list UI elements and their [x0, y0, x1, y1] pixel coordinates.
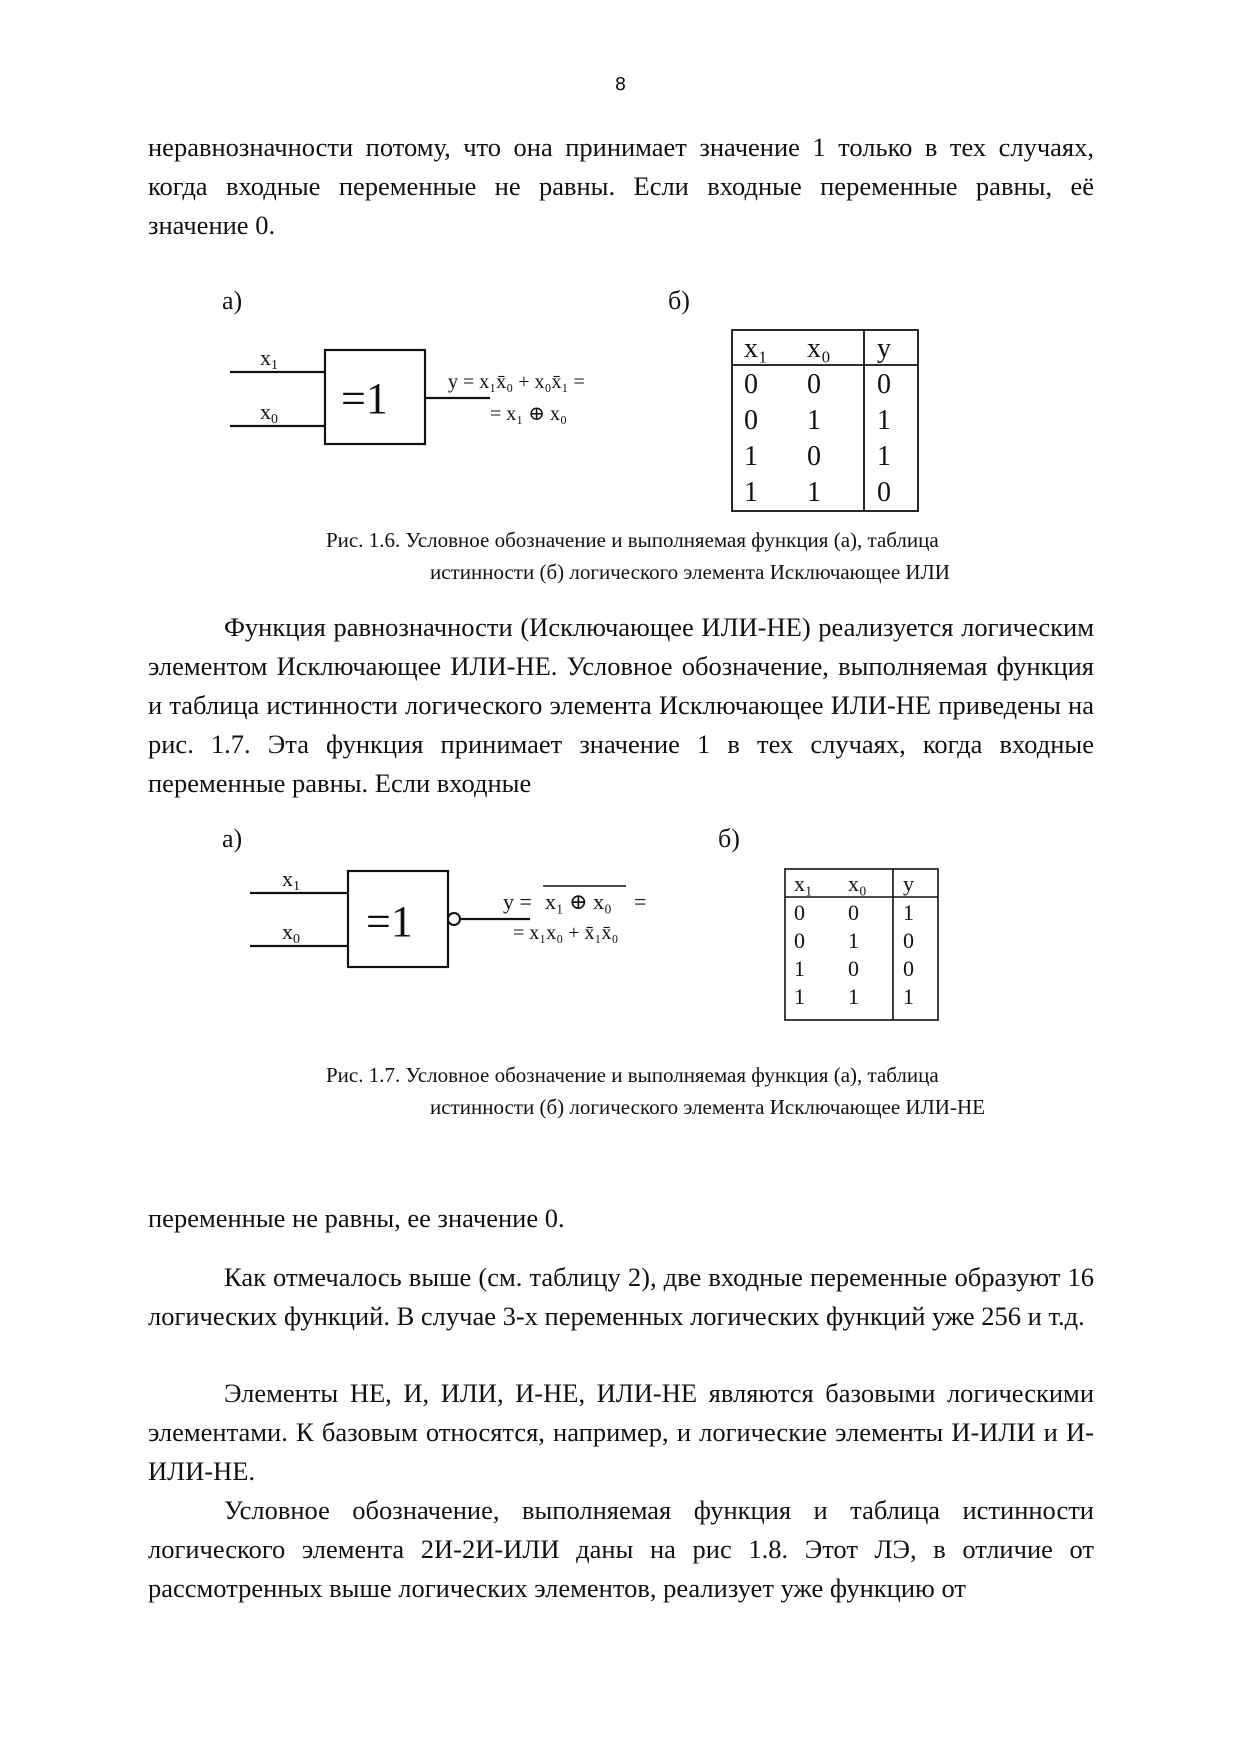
fig16-xor-gate	[230, 345, 585, 444]
fig17-table-cell: 0	[794, 900, 805, 925]
fig16-table-cell: 1	[744, 441, 758, 472]
fig17-table-header-2: y	[903, 871, 914, 896]
fig17-formula-prefix: y =	[503, 889, 532, 914]
fig16-table-cell: 0	[744, 405, 758, 436]
paragraph-6: Условное обозначение, выполняемая функция и таблица истинности логического элемента 2И-2И-ИЛИ даны на рис 1.8. Этот ЛЭ, в отличие от рассмотренных выше логических элементов, реализует уже функцию от	[148, 1495, 1094, 1603]
fig16-table-cell: 1	[877, 405, 891, 436]
fig17-label-b: б)	[718, 824, 740, 853]
fig17-inversion-bubble	[448, 913, 460, 925]
fig16-table-cell: 0	[877, 477, 891, 508]
fig16-table-cell: 1	[807, 477, 821, 508]
fig17-input-x1: x1	[282, 866, 300, 894]
fig16-gate-symbol: =1	[341, 374, 388, 423]
fig17-table-header-1: x₀	[848, 871, 867, 896]
fig16-formula-line2: = x₁ ⊕ x₀	[490, 403, 567, 425]
fig17-xnor-gate	[250, 866, 646, 967]
fig16-table-cell: 1	[807, 405, 821, 436]
fig17-table-cell: 1	[848, 984, 859, 1009]
fig17-table-cell: 1	[903, 984, 914, 1009]
paragraph-5: Элементы НЕ, И, ИЛИ, И-НЕ, ИЛИ-НЕ являются базовыми логическими элементами. К базовым относятся, например, и логические элементы И-ИЛИ и И-ИЛИ-НЕ.	[148, 1378, 1094, 1486]
fig16-label-b: б)	[668, 286, 690, 315]
paragraph-3: переменные не равны, ее значение 0.	[148, 1203, 565, 1233]
fig17-formula-suffix: =	[634, 889, 647, 914]
fig16-formula-line1: y = x₁x̄₀ + x₀x̄₁ =	[448, 371, 585, 393]
fig16-table-cell: 1	[877, 441, 891, 472]
fig17-input-x0: x0	[282, 919, 300, 947]
fig17-table-cell: 1	[903, 900, 914, 925]
fig17-table-cell: 0	[903, 928, 914, 953]
paragraph-4: Как отмечалось выше (см. таблицу 2), две входные переменные образуют 16 логических функций. В случае 3-х переменных логических функций уже 256 и т.д.	[148, 1262, 1094, 1331]
fig16-table-cell: 0	[807, 369, 821, 400]
fig17-formula-overlined: x₁ ⊕ x₀	[545, 889, 612, 914]
fig16-table-cell: 0	[877, 369, 891, 400]
fig16-label-a: а)	[222, 286, 243, 315]
fig17-table-cell: 0	[794, 928, 805, 953]
fig17-caption-line1: Рис. 1.7. Условное обозначение и выполняемая функция (а), таблица	[326, 1063, 939, 1087]
fig16-caption-line2: истинности (б) логического элемента Исключающее ИЛИ	[430, 560, 950, 584]
fig16-input-x0: x0	[260, 399, 278, 427]
fig16-caption-line1: Рис. 1.6. Условное обозначение и выполняемая функция (а), таблица	[326, 528, 939, 552]
fig17-formula-line2: = x₁x₀ + x̄₁x̄₀	[513, 922, 619, 944]
fig16-table-header-0: x₁	[744, 333, 768, 364]
fig17-caption-line2: истинности (б) логического элемента Исключающее ИЛИ-НЕ	[430, 1095, 985, 1119]
paragraph-2: Функция равнозначности (Исключающее ИЛИ-НЕ) реализуется логическим элементом Исключающее ИЛИ-НЕ. Условное обозначение, выполняемая функция и таблица истинности логического элемента Исключающее ИЛИ-НЕ приведены на рис. 1.7. Эта функция принимает значение 1 в тех случаях, когда входные переменные равны. Если входные	[148, 612, 1094, 798]
fig17-table-cell: 0	[903, 956, 914, 981]
fig17-truth-table	[785, 869, 938, 1020]
fig17-table-cell: 1	[794, 984, 805, 1009]
fig17-gate-symbol: =1	[366, 897, 413, 946]
fig16-truth-table	[732, 330, 918, 511]
paragraph-1: неравнозначности потому, что она принимает значение 1 только в тех случаях, когда входные переменные не равны. Если входные переменные равны, её значение 0.	[148, 132, 1094, 240]
fig17-table-header-0: x₁	[794, 871, 813, 896]
fig16-input-x1: x1	[260, 345, 278, 373]
fig16-table-cell: 1	[744, 477, 758, 508]
page-number: 8	[614, 74, 627, 95]
fig17-table-cell: 1	[848, 928, 859, 953]
fig16-table-header-1: x₀	[807, 333, 831, 364]
fig17-table-cell: 1	[794, 956, 805, 981]
fig17-table-cell: 0	[848, 900, 859, 925]
fig17-label-a: а)	[222, 824, 243, 853]
fig16-table-cell: 0	[744, 369, 758, 400]
fig16-table-header-2: y	[877, 333, 891, 364]
fig17-table-cell: 0	[848, 956, 859, 981]
fig16-table-cell: 0	[807, 441, 821, 472]
